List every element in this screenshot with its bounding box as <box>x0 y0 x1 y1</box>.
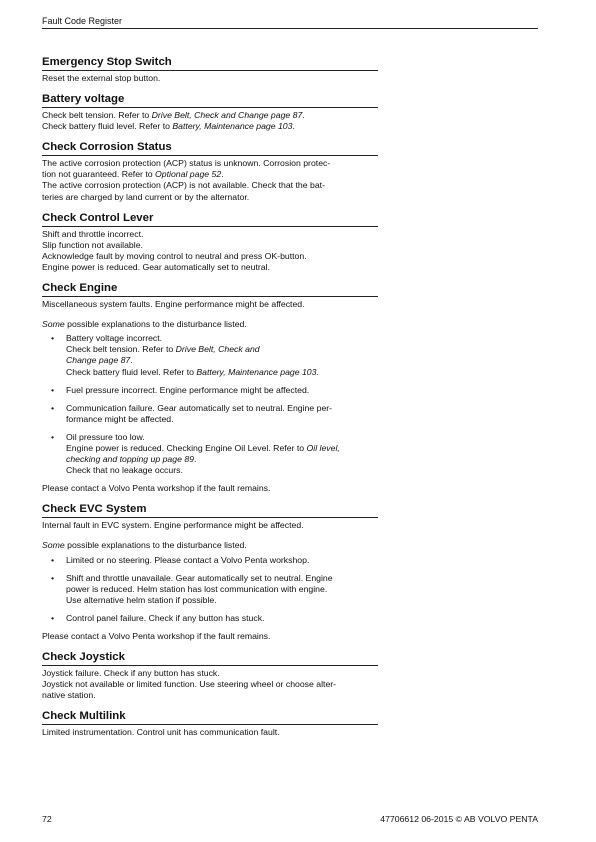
explanation-list <box>42 333 378 476</box>
body-text: Shift and throttle incorrect. <box>42 228 144 239</box>
body-text: Internal fault in EVC system. Engine performance might be affected. <box>42 520 304 531</box>
section-emergency-stop <box>42 56 378 84</box>
section-check-engine <box>42 282 378 494</box>
intro-text: Some possible explanations to the disturbance listed. <box>42 540 247 551</box>
body-text: Check belt tension. Refer to Drive Belt, Check and Change page 87. <box>42 110 305 121</box>
body-text: Engine power is reduced. Gear automatically set to neutral. <box>42 261 270 272</box>
list-item: • Oil pressure too low. Engine power is reduced. Checking Engine Oil Level. Refer to Oil level, checking and topping up page 89. Check that no leakage occurs. <box>42 432 378 476</box>
body-text: The active corrosion protection (ACP) status is unknown. Corrosion protec- <box>42 158 331 169</box>
section-check-evc-system <box>42 503 378 642</box>
section-title: Check Engine <box>42 282 378 297</box>
list-item: • Limited or no steering. Please contact a Volvo Penta workshop. <box>42 555 378 566</box>
explanation-list <box>42 555 378 624</box>
running-header <box>42 16 538 29</box>
section-battery-voltage <box>42 93 378 132</box>
cross-reference-link[interactable]: Battery, Maintenance page 103 <box>196 366 317 377</box>
cross-reference-link[interactable]: Battery, Maintenance page 103 <box>172 121 293 132</box>
section-title: Check Control Lever <box>42 212 378 227</box>
list-item: • Communication failure. Gear automatically set to neutral. Engine per- formance might be affected. <box>42 403 378 425</box>
list-item: • Battery voltage incorrect. Check belt tension. Refer to Drive Belt, Check and Change page 87. Check battery fluid level. Refer to Battery, Maintenance page 103. <box>42 333 378 377</box>
document-reference: 47706612 06-2015 © AB VOLVO PENTA <box>380 814 538 824</box>
header-title: Fault Code Register <box>42 16 123 26</box>
body-text: Limited instrumentation. Control unit has communication fault. <box>42 727 280 738</box>
cross-reference-link[interactable]: Oil level, <box>306 442 340 453</box>
cross-reference-link[interactable]: checking and topping up page 89 <box>66 454 195 465</box>
section-title: Check EVC System <box>42 503 378 518</box>
list-item: • Fuel pressure incorrect. Engine performance might be affected. <box>42 385 378 396</box>
body-text: Reset the external stop button. <box>42 73 161 83</box>
section-check-joystick <box>42 651 378 701</box>
cross-reference-link[interactable]: Drive Belt, Check and <box>175 344 260 355</box>
body-text: native station. <box>42 690 96 701</box>
body-text: tion not guaranteed. Refer to Optional page 52. <box>42 169 224 180</box>
section-check-multilink <box>42 710 378 738</box>
list-item: • Shift and throttle unavailale. Gear automatically set to neutral. Engine power is reduced. Helm station has lost communication with engine. Use alternative helm station if possible. <box>42 573 378 606</box>
body-text: Slip function not available. <box>42 239 143 250</box>
section-title: Check Joystick <box>42 651 378 666</box>
cross-reference-link[interactable]: Optional page 52 <box>155 169 222 180</box>
section-title: Battery voltage <box>42 93 378 108</box>
body-text: The active corrosion protection (ACP) is not available. Check that the bat- <box>42 180 325 191</box>
body-text: Miscellaneous system faults. Engine performance might be affected. <box>42 299 305 310</box>
intro-text: Some possible explanations to the disturbance listed. <box>42 319 247 330</box>
body-text: Check battery fluid level. Refer to Battery, Maintenance page 103. <box>42 121 295 132</box>
body-text: Please contact a Volvo Penta workshop if the fault remains. <box>42 631 271 641</box>
cross-reference-link[interactable]: Drive Belt, Check and Change page 87 <box>151 110 303 121</box>
section-title: Check Corrosion Status <box>42 141 378 156</box>
body-text: Please contact a Volvo Penta workshop if the fault remains. <box>42 483 271 494</box>
section-check-corrosion <box>42 141 378 202</box>
section-check-control-lever <box>42 212 378 273</box>
page-content <box>42 56 378 747</box>
body-text: Joystick failure. Check if any button has stuck. <box>42 668 220 679</box>
body-text: teries are charged by land current or by the alternator. <box>42 191 250 202</box>
section-title: Emergency Stop Switch <box>42 56 378 71</box>
page-number: 72 <box>42 814 52 824</box>
cross-reference-link[interactable]: Change page 87 <box>66 355 131 366</box>
body-text: Joystick not available or limited function. Use steering wheel or choose alter- <box>42 679 337 690</box>
body-text: Acknowledge fault by moving control to neutral and press OK-button. <box>42 250 307 261</box>
section-title: Check Multilink <box>42 710 378 725</box>
list-item: • Control panel failure. Check if any button has stuck. <box>42 613 378 624</box>
